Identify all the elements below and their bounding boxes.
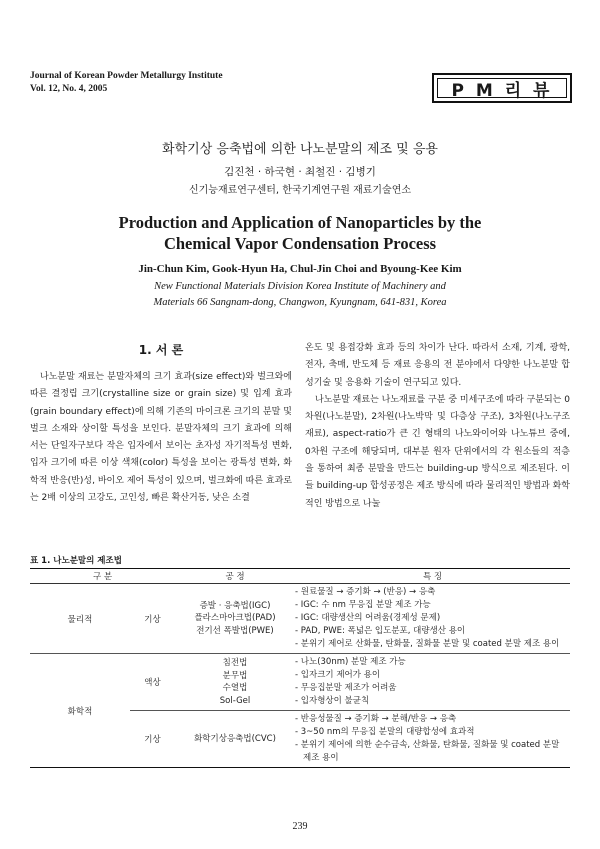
group-physical: 물리적 xyxy=(30,584,130,654)
features-cell xyxy=(295,654,570,711)
methods-cell xyxy=(175,711,295,768)
feature-item: - PAD, PWE: 폭넓은 입도분포, 대량생산 용이 xyxy=(295,626,466,636)
feature-item: - 입자크기 제어가 용이 xyxy=(295,670,381,680)
methods-cell xyxy=(175,584,295,654)
korean-affiliation: 신기능재료연구센터, 한국기계연구원 재료기술연소 xyxy=(188,185,412,196)
features-cell xyxy=(295,584,570,654)
feature-item: - 분위기 제어로 산화물, 탄화물, 질화물 분말 및 coated 분말 제조 용이 xyxy=(295,639,560,649)
group-chemical: 화학적 xyxy=(30,654,130,768)
method-item: 증발 · 응축법(IGC) xyxy=(199,600,271,611)
feature-item: - IGC: 대량생산의 어려움(경제성 문제) xyxy=(295,613,441,623)
section-heading: 1. 서 론 xyxy=(138,343,184,357)
page-number: 239 xyxy=(292,821,308,832)
feature-item: - 무응집분말 제조가 어려움 xyxy=(295,683,397,693)
method-item: 화학기상응축법(CVC) xyxy=(194,733,276,744)
feature-item: - 반응성물질 → 증기화 → 분해/반응 → 응축 xyxy=(295,714,457,724)
feature-item: - 입자형상이 불균칙 xyxy=(295,696,370,706)
production-methods-table xyxy=(30,568,570,768)
journal-info xyxy=(30,70,223,96)
body-paragraph: 나노분말 재료는 나노재료를 구분 중 미세구조에 따라 구분되는 0차원(나노분말), 2차원(나노박막 및 다층상 구조), 3차원(나노구조재료), aspect-ratio가 큰 긴 형태의 나노와이어와 나노튜브 중에, 0차원 구조에 해당되며, 대부분 원자 단위에서의 각 원소들의 적층을 통하여 최종 분말을 만드는 building-up 방식으로 제조된다. 이들 building-up 합성공정은 제조 방식에 따라 물리적인 방법과 화학적인 방법으로 나눌 xyxy=(305,394,570,509)
english-title-line-1: Production and Application of Nanoparticles by the xyxy=(118,213,482,232)
header-category: 구 분 xyxy=(30,569,175,584)
table-row xyxy=(30,584,570,654)
table-row xyxy=(30,654,570,711)
body-paragraph-continued: 온도 및 용접강화 효과 등의 차이가 난다. 따라서 소재, 기계, 광학, 전자, 축매, 반도체 등 재료 응용의 전 분야에서 다양한 나노분말 합성기술 및 응용화 기술이 연구되고 있다. xyxy=(305,343,570,388)
phase-vapor: 기상 xyxy=(130,584,175,654)
method-item: 전기선 폭발법(PWE) xyxy=(196,625,274,636)
method-item: 플라스마아크법(PAD) xyxy=(194,613,276,624)
method-item: 수열법 xyxy=(222,683,248,693)
feature-item: - 3~50 nm의 무응집 분말의 대량합성에 효과적 xyxy=(295,727,475,737)
intro-paragraph: 나노분말 재료는 분말자체의 크기 효과(size effect)와 벌크와에 따른 결정립 크기(crystalline size or grain size) 및 입계 효과(grain boundary effect)에 의해 기존의 마이크론 크기의 분말 및 벌크 소재와 상이할 특성을 보인다. 분말자체의 크기 효과에 의해 서는 단일자구보다 작은 입자에서 보이는 초자성 자기적특성 변화, 입자 크기에 따른 이상 색채(color) 특성을 보이는 광특성 변화, 화학적 반응(반)성, 바이오 제어 특성이 있으며, 벌크화에 따른 효과로는 2배 이상의 고강도, 고인성, 빠른 확산거동, 낮은 소결 xyxy=(30,372,292,504)
table-caption: 표 1. 나노분말의 제조법 xyxy=(30,556,122,566)
english-title-line-2: Chemical Vapor Condensation Process xyxy=(163,234,437,253)
left-column xyxy=(30,369,292,507)
feature-item: - IGC: 수 nm 무응집 분말 제조 가능 xyxy=(295,600,431,610)
methods-cell xyxy=(175,654,295,711)
english-affiliation-line-2: Materials 66 Sangnam-dong, Changwon, Kyungnam, 641-831, Korea xyxy=(153,297,447,308)
features-cell xyxy=(295,711,570,768)
english-affiliation xyxy=(0,279,600,311)
method-item: 침전법 xyxy=(222,658,248,668)
feature-item: - 나노(30nm) 분말 제조 가능 xyxy=(295,657,406,667)
english-affiliation-line-1: New Functional Materials Division Korea Institute of Machinery and xyxy=(154,281,446,292)
header-process: 공 정 xyxy=(175,569,295,584)
korean-title: 화학기상 응축법에 의한 나노분말의 제조 및 응용 xyxy=(162,142,438,157)
table-header-row xyxy=(30,569,570,584)
english-title xyxy=(0,212,600,254)
right-column xyxy=(305,340,570,513)
feature-item: - 분위기 제어에 의한 순수금속, 산화물, 탄화물, 질화물 및 coated 분말 제조 용이 xyxy=(295,740,560,763)
phase-vapor: 기상 xyxy=(130,711,175,768)
english-authors: Jin-Chun Kim, Gook-Hyun Ha, Chul-Jin Choi and Byoung-Kee Kim xyxy=(138,263,462,275)
section-badge xyxy=(432,73,572,103)
phase-liquid: 액상 xyxy=(130,654,175,711)
journal-name: Journal of Korean Powder Metallurgy Institute xyxy=(30,71,223,81)
method-item: 분무법 xyxy=(222,670,248,681)
method-item: Sol-Gel xyxy=(219,695,251,706)
header-features: 특 징 xyxy=(295,569,570,584)
korean-authors: 김진천 · 하국현 · 최철진 · 김병기 xyxy=(224,166,376,178)
section-badge-label: P M 리 뷰 xyxy=(451,80,553,101)
journal-volume: Vol. 12, No. 4, 2005 xyxy=(30,84,108,94)
feature-item: - 원료물질 → 증기화 → (반응) → 응축 xyxy=(295,587,436,597)
